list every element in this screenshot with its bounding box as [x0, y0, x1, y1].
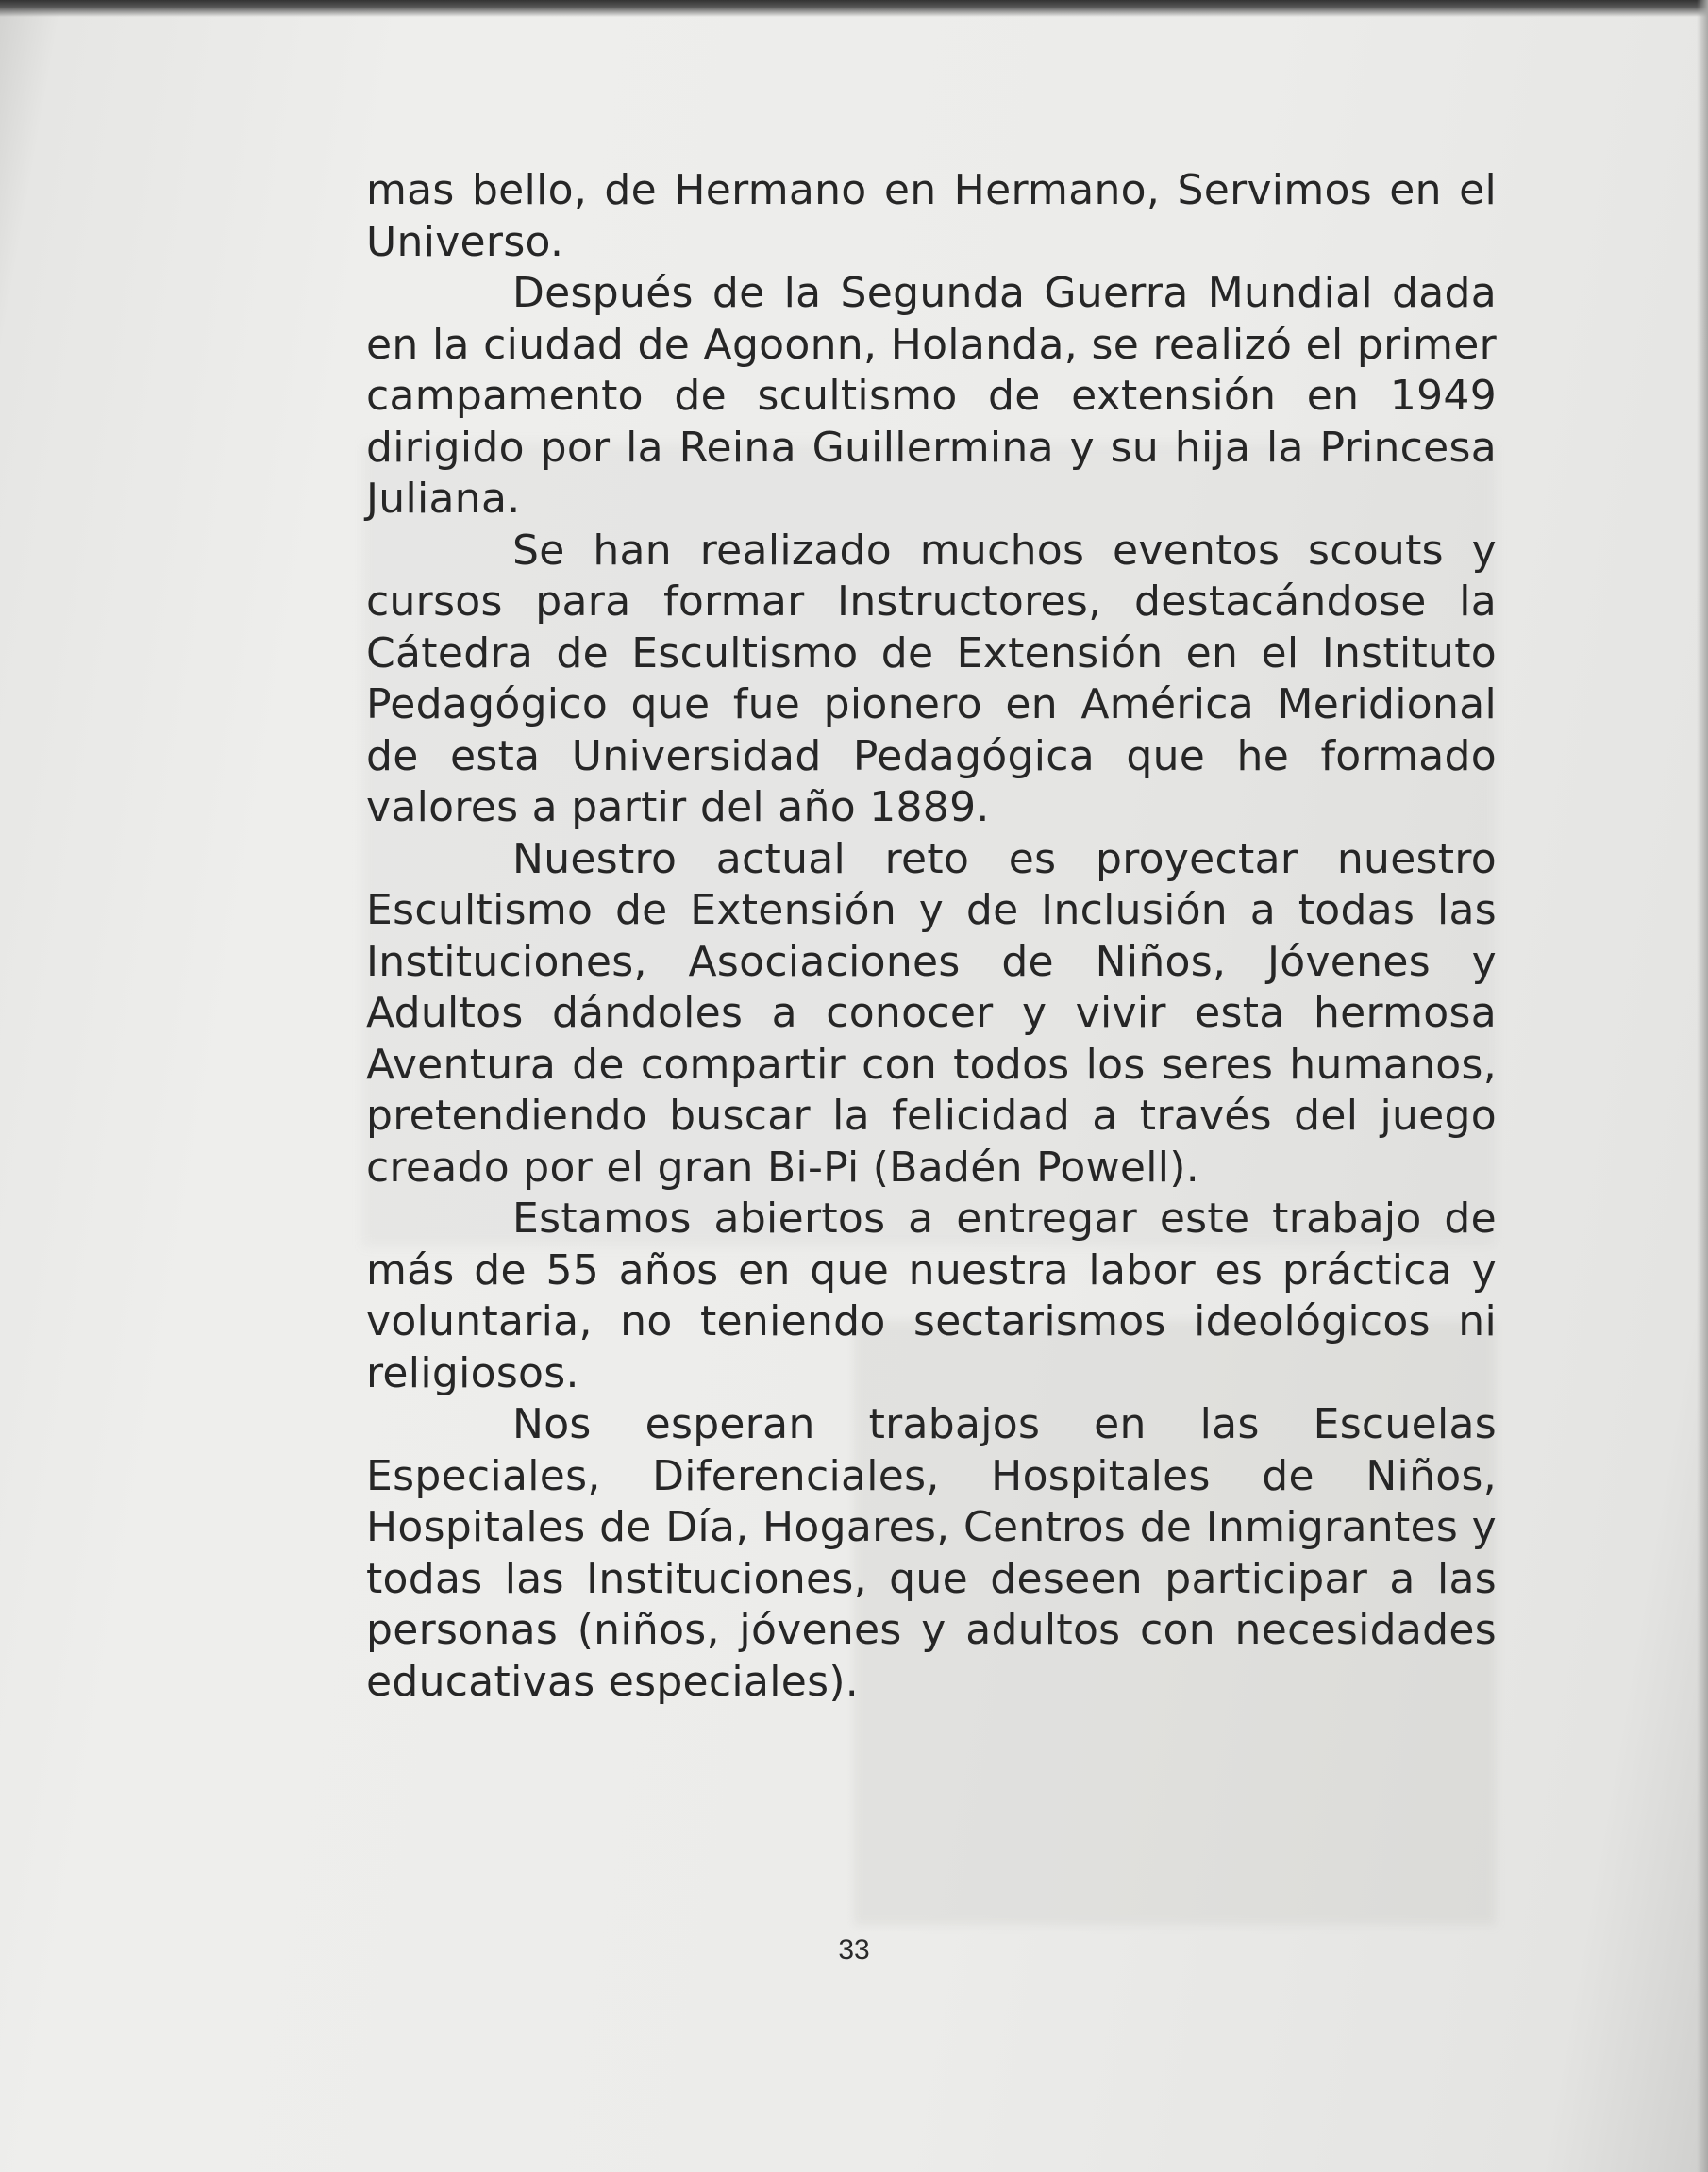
paragraph-2: Después de la Segunda Guerra Mundial dada en la ciudad de Agoonn, Holanda, se realizó el primer campamento de scultismo de extensión en 1949 dirigido por la Reina Guillermina y su hija la Princesa Juliana.	[366, 269, 1497, 523]
page-right-edge	[1697, 0, 1708, 2172]
paragraph-3: Se han realizado muchos eventos scouts y cursos para formar Instructores, destacándose la Cátedra de Escultismo de Extensión en el Instituto Pedagógico que fue pionero en América Meridional de esta Universidad Pedagógica que he formado valores a partir del año 1889.	[366, 526, 1497, 831]
paragraph-5: Estamos abiertos a entregar este trabajo de más de 55 años en que nuestra labor es práctica y voluntaria, no teniendo sectarismos ideológicos ni religiosos.	[366, 1195, 1497, 1397]
page-top-shadow	[0, 0, 1708, 17]
paragraph-6: Nos esperan trabajos en las Escuelas Especiales, Diferenciales, Hospitales de Niños, Hospitales de Día, Hogares, Centros de Inmigrantes y todas las Instituciones, que deseen participar a las personas (niños, jóvenes y adultos con necesidades educativas especiales).	[366, 1400, 1497, 1706]
body-text	[366, 165, 1497, 1708]
paragraph-1: mas bello, de Hermano en Hermano, Servimos en el Universo.	[366, 166, 1497, 266]
paragraph-4: Nuestro actual reto es proyectar nuestro Escultismo de Extensión y de Inclusión a todas las Instituciones, Asociaciones de Niños, Jóvenes y Adultos dándoles a conocer y vivir esta hermosa Aventura de compartir con todos los seres humanos, pretendiendo buscar la felicidad a través del juego creado por el gran Bi-Pi (Badén Powell).	[366, 834, 1497, 1192]
page-number: 33	[838, 1934, 870, 1965]
